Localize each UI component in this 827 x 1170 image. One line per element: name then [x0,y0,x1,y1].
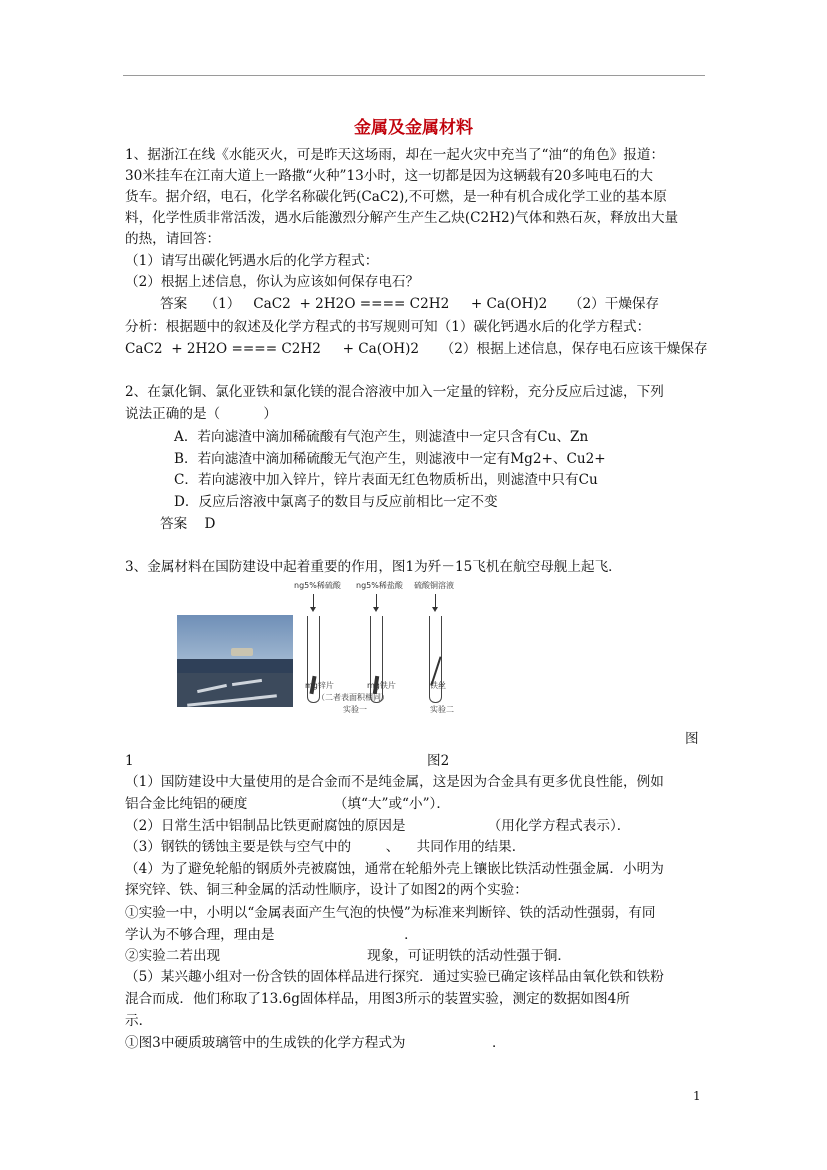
q1-line-7: （2）根据上述信息，你认为应该如何保存电石？ [125,274,420,290]
metal-label-2: mg铁片 [367,681,396,690]
aircraft-carrier-photo [177,615,293,707]
q1-answer: 答案 （1） CaC2 + 2H2O ==== C2H2 + Ca(OH)2 （2）干燥保存 [160,296,660,312]
q2-answer: 答案 D [160,516,216,532]
q2-option-c: C．若向滤液中加入锌片，锌片表面无红色物质析出，则滤渣中只有Cu [174,472,598,488]
q2-option-b: B．若向滤渣中滴加稀硫酸无气泡产生，则滤液中一定有Mg2+、Cu2+ [174,451,606,467]
q3-stem: 3、金属材料在国防建设中起着重要的作用，图1为歼－15飞机在航空母舰上起飞． [125,559,622,575]
q3-line-11: 混合而成．他们称取了13.6g固体样品，用图3所示的装置实验，测定的数据如图4所 [125,991,630,1007]
figure-label-right: 图 [685,731,699,747]
q3-line-12: 示． [125,1013,153,1029]
q1-analysis-2: CaC2 + 2H2O ==== C2H2 + Ca(OH)2 （2）根据上述信息，保存电石应该干燥保存 [125,341,708,357]
q1-line-1: 1、据浙江在线《水能灭火，可是昨天这场雨，却在一起火灾中充当了“油“的角色》报道： [125,147,665,163]
reagent-label-3: 硫酸铜溶液 [414,581,454,590]
q2-option-d: D．反应后溶液中氯离子的数目与反应前相比一定不变 [174,494,498,510]
metal-label-3: 铁丝 [430,681,446,690]
q1-line-5: 的热，请回答： [125,231,221,247]
q1-line-4: 料，化学性质非常活泼，遇水后能激烈分解产生产生乙炔(C2H2)气体和熟石灰，释放出大量 [125,210,679,226]
q3-line-7: ①实验一中，小明以“金属表面产生气泡的快慢”为标准来判断锌、铁的活动性强弱，有同 [125,905,656,921]
q3-line-4: （3）钢铁的锈蚀主要是铁与空气中的 、 共同作用的结果． [125,839,526,855]
metal-label-1: mg锌片 [305,681,334,690]
q3-line-5: （4）为了避免轮船的钢质外壳被腐蚀，通常在轮船外壳上镶嵌比铁活动性强金属．小明为 [125,861,664,877]
q2-stem-2: 说法正确的是（ ） [125,406,277,422]
q1-analysis-1: 分析：根据题中的叙述及化学方程式的书写规则可知（1）碳化钙遇水后的化学方程式： [125,319,651,335]
q3-line-2: 铝合金比纯铝的硬度 （填“大”或“小”）． [125,796,450,812]
experiment-2-label: 实验二 [430,705,454,714]
q3-line-1: （1）国防建设中大量使用的是合金而不是纯金属，这是因为合金具有更多优良性能，例如 [125,774,664,790]
q1-line-6: （1）请写出碳化钙遇水后的化学方程式： [125,253,379,269]
q1-line-3: 货车。据介绍，电石，化学名称碳化钙(CaC2),不可燃，是一种有机合成化学工业的基本原 [125,189,667,205]
q3-line-8: 学认为不够合理，理由是 ． [125,927,418,943]
reagent-label-2: ng5%稀盐酸 [356,581,403,590]
surface-note: （二者表面积相同） [317,693,389,702]
figure-2-label: 图2 [427,753,450,769]
q3-line-9: ②实验二若出现 现象，可证明铁的活动性强于铜． [125,948,571,964]
page-number: 1 [693,1089,701,1103]
page-title: 金属及金属材料 [354,118,473,138]
experiment-1-label: 实验一 [343,705,367,714]
q3-line-10: （5）某兴趣小组对一份含铁的固体样品进行探究．通过实验已确定该样品由氧化铁和铁粉 [125,969,664,985]
q2-option-a: A．若向滤渣中滴加稀硫酸有气泡产生，则滤渣中一定只含有Cu、Zn [174,429,589,445]
q2-stem-1: 2、在氯化铜、氯化亚铁和氯化镁的混合溶液中加入一定量的锌粉，充分反应后过滤，下列 [125,384,664,400]
experiment-figure [177,578,467,718]
q3-line-3: （2）日常生活中铝制品比铁更耐腐蚀的原因是 （用化学方程式表示）． [125,818,631,834]
q1-line-2: 30米挂车在江南大道上一路撒“火种”13小时，这一切都是因为这辆载有20多吨电石的大 [125,168,653,184]
q3-line-6: 探究锌、铁、铜三种金属的活动性顺序，设计了如图2的两个实验： [125,882,528,898]
reagent-label-1: ng5%稀硫酸 [294,581,341,590]
figure-1-number: 1 [125,753,134,769]
header-rule [123,75,705,76]
jet-icon [231,648,253,656]
q3-line-13: ①图3中硬质玻璃管中的生成铁的化学方程式为 ． [125,1035,506,1051]
